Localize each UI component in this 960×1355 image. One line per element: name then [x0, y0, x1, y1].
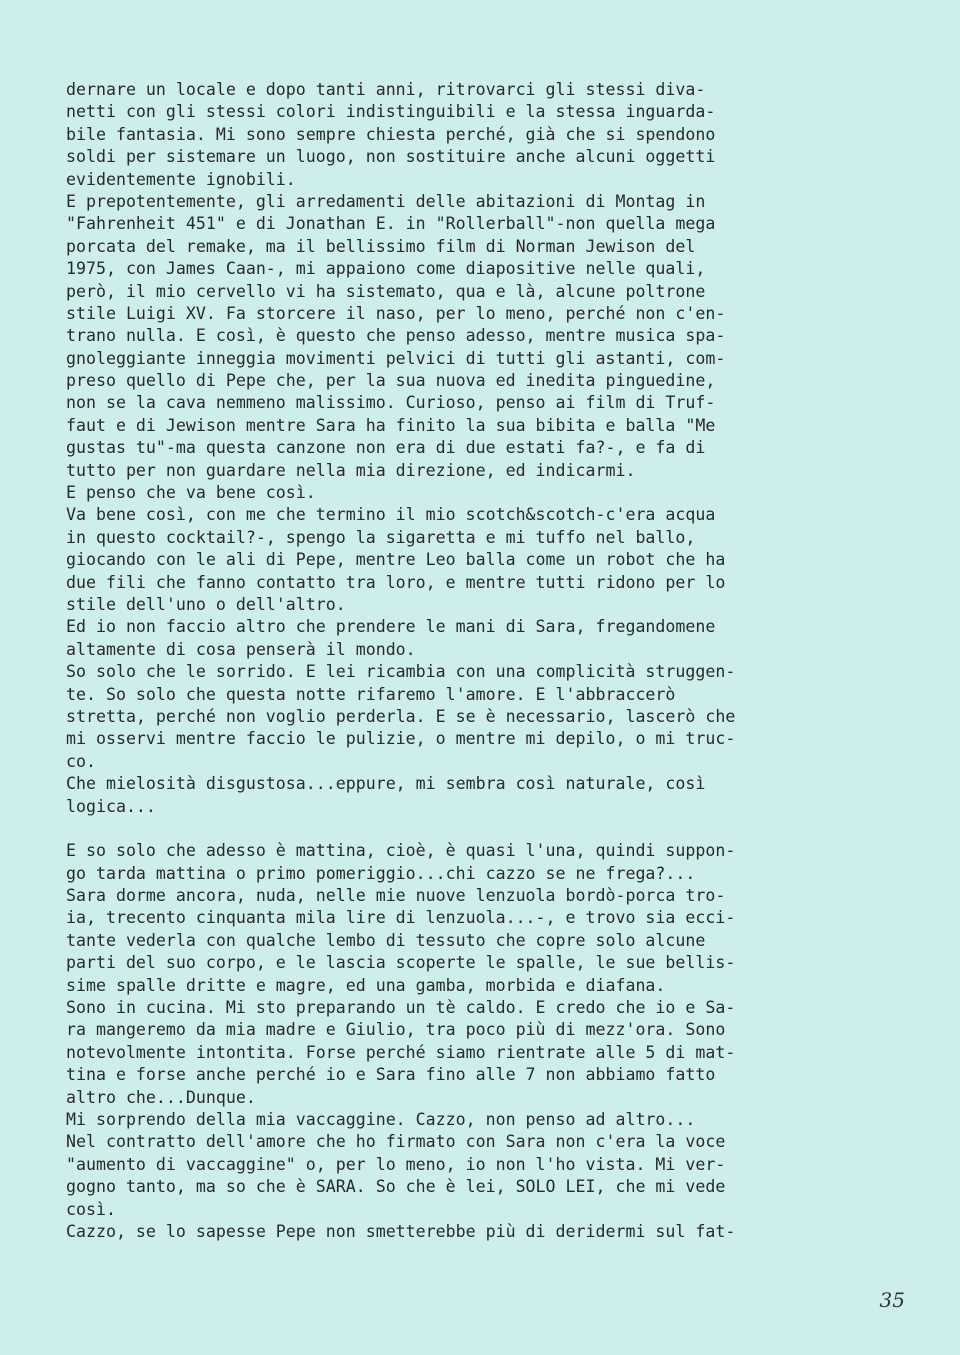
text-line: go tarda mattina o primo pomeriggio...chi cazzo se ne frega?... [66, 863, 696, 883]
text-line: logica... [66, 796, 156, 816]
text-line: Sara dorme ancora, nuda, nelle mie nuove lenzuola bordò-porca tro- [66, 886, 726, 906]
blank-line [66, 818, 866, 840]
page-number: 35 [879, 1288, 905, 1312]
text-line: dernare un locale e dopo tanti anni, ritrovarci gli stessi diva- [66, 80, 706, 99]
text-line: sime spalle dritte e magre, ed una gamba, morbida e diafana. [66, 975, 666, 995]
text-line: gogno tanto, ma so che è SARA. So che è lei, SOLO LEI, che mi vede [66, 1177, 726, 1197]
text-line: stile dell'uno o dell'altro. [66, 594, 346, 614]
text-line: E so solo che adesso è mattina, cioè, è quasi l'una, quindi suppon- [66, 841, 736, 861]
text-line: evidentemente ignobili. [66, 169, 296, 189]
text-line: tutto per non guardare nella mia direzione, ed indicarmi. [66, 460, 636, 480]
text-line: porcata del remake, ma il bellissimo film di Norman Jewison del [66, 236, 696, 256]
text-line: tina e forse anche perché io e Sara fino alle 7 non abbiamo fatto [66, 1065, 716, 1085]
text-line: trano nulla. E così, è questo che penso adesso, mentre musica spa- [66, 326, 726, 346]
text-line: ia, trecento cinquanta mila lire di lenzuola...-, e trovo sia ecci- [66, 908, 736, 928]
document-body [66, 79, 866, 1243]
text-line: due fili che fanno contatto tra loro, e mentre tutti ridono per lo [66, 572, 726, 592]
text-line: ra mangeremo da mia madre e Giulio, tra poco più di mezz'ora. Sono [66, 1020, 726, 1040]
text-line: Va bene così, con me che termino il mio scotch&scotch-c'era acqua [66, 505, 716, 525]
text-line: faut e di Jewison mentre Sara ha finito la sua bibita e balla "Me [66, 415, 716, 435]
text-line: Ed io non faccio altro che prendere le mani di Sara, fregandomene [66, 617, 716, 637]
text-line: parti del suo corpo, e le lascia scoperte le spalle, le sue bellis- [66, 953, 736, 973]
text-line: soldi per sistemare un luogo, non sostituire anche alcuni oggetti [66, 147, 716, 167]
text-line: te. So solo che questa notte rifaremo l'amore. E l'abbraccerò [66, 684, 676, 704]
text-line: notevolmente intontita. Forse perché siamo rientrate alle 5 di mat- [66, 1042, 736, 1062]
text-line: E penso che va bene così. [66, 483, 316, 503]
text-line: stile Luigi XV. Fa storcere il naso, per lo meno, perché non c'en- [66, 303, 726, 323]
text-line: Che mielosità disgustosa...eppure, mi sembra così naturale, così [66, 774, 706, 794]
text-line: So solo che le sorrido. E lei ricambia con una complicità struggen- [66, 662, 736, 682]
text-line: non se la cava nemmeno malissimo. Curioso, penso ai film di Truf- [66, 393, 716, 413]
text-line: gnoleggiante inneggia movimenti pelvici di tutti gli astanti, com- [66, 348, 726, 368]
text-line: 1975, con James Caan-, mi appaiono come diapositive nelle quali, [66, 259, 706, 279]
text-line: altamente di cosa penserà il mondo. [66, 639, 416, 659]
text-line: Cazzo, se lo sapesse Pepe non smetterebbe più di deridermi sul fat- [66, 1221, 736, 1241]
text-line: tante vederla con qualche lembo di tessuto che copre solo alcune [66, 930, 706, 950]
text-line: netti con gli stessi colori indistinguibili e la stessa inguarda- [66, 102, 716, 122]
text-line: Sono in cucina. Mi sto preparando un tè caldo. E credo che io e Sa- [66, 998, 736, 1018]
text-line: preso quello di Pepe che, per la sua nuova ed inedita pinguedine, [66, 371, 716, 391]
text-line: "Fahrenheit 451" e di Jonathan E. in "Rollerball"-non quella mega [66, 214, 716, 234]
text-line: Nel contratto dell'amore che ho firmato con Sara non c'era la voce [66, 1132, 726, 1152]
text-line: E prepotentemente, gli arredamenti delle abitazioni di Montag in [66, 191, 706, 211]
text-line: in questo cocktail?-, spengo la sigaretta e mi tuffo nel ballo, [66, 527, 696, 547]
text-line: "aumento di vaccaggine" o, per lo meno, io non l'ho vista. Mi ver- [66, 1154, 726, 1174]
text-line: stretta, perché non voglio perderla. E se è necessario, lascerò che [66, 706, 736, 726]
text-line: mi osservi mentre faccio le pulizie, o mentre mi depilo, o mi truc- [66, 729, 736, 749]
text-line: altro che...Dunque. [66, 1087, 256, 1107]
text-line: così. [66, 1199, 116, 1219]
text-line: gustas tu"-ma questa canzone non era di due estati fa?-, e fa di [66, 438, 706, 458]
text-line: però, il mio cervello vi ha sistemato, qua e là, alcune poltrone [66, 281, 706, 301]
text-line: Mi sorprendo della mia vaccaggine. Cazzo, non penso ad altro... [66, 1109, 696, 1129]
text-line: bile fantasia. Mi sono sempre chiesta perché, già che si spendono [66, 124, 716, 144]
text-line: giocando con le ali di Pepe, mentre Leo balla come un robot che ha [66, 550, 726, 570]
text-line: co. [66, 751, 96, 771]
